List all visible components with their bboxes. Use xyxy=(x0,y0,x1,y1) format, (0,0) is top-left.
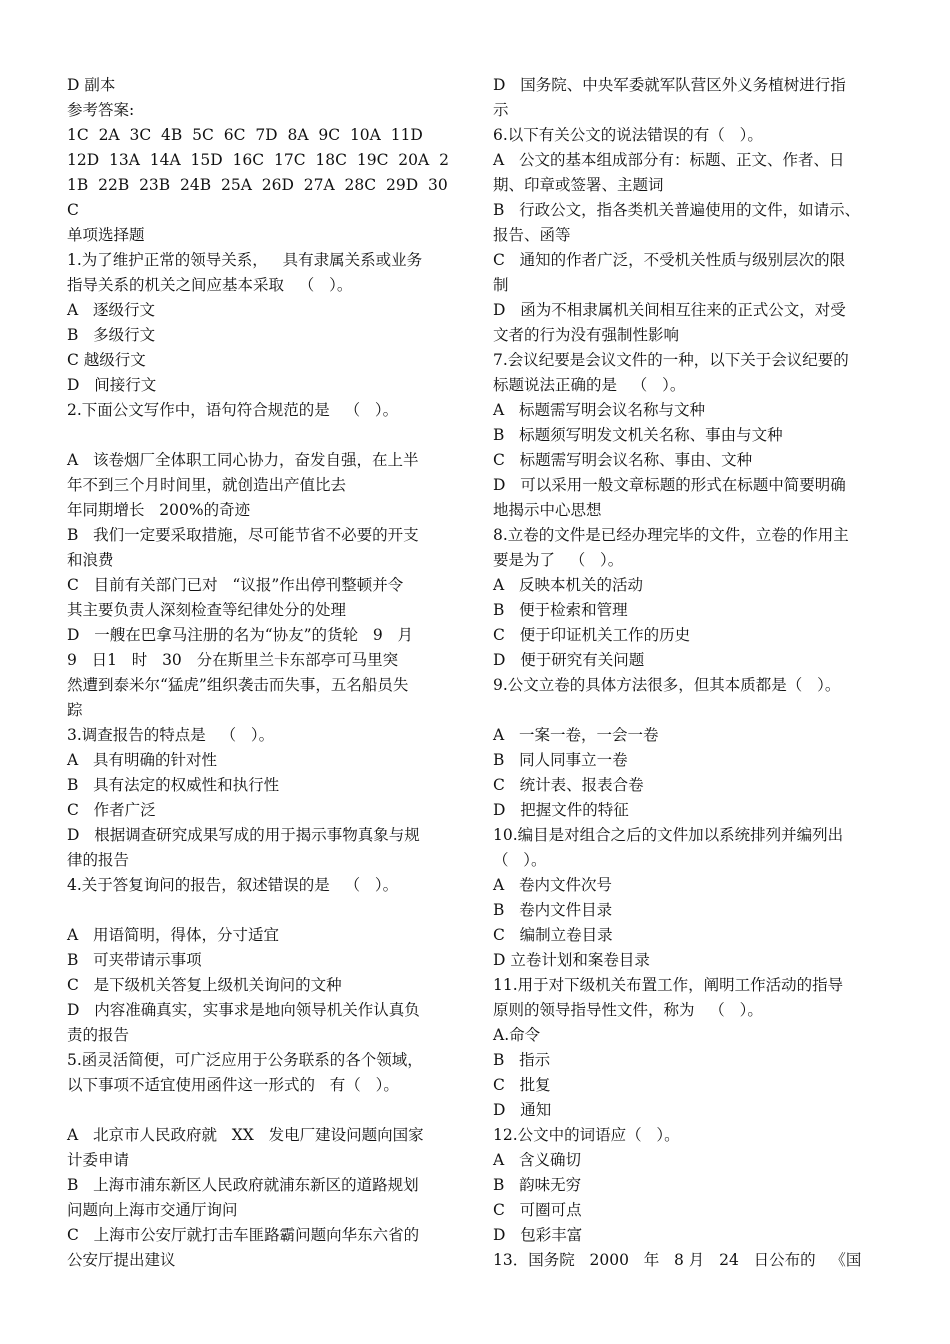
text-line: 2.下面公文写作中，语句符合规范的是 （ ）。 xyxy=(67,401,399,419)
text-line: B 行政公文，指各类机关普遍使用的文件，如请示、 xyxy=(493,201,861,219)
text-line: B 具有法定的权威性和执行性 xyxy=(67,776,280,794)
text-line: 标题说法正确的是 （ ）。 xyxy=(493,376,686,394)
text-line: B 标题须写明发文机关名称、事由与文种 xyxy=(493,426,783,444)
text-line: 公安厅提出建议 xyxy=(67,1251,176,1269)
text-line: A 公文的基本组成部分有：标题、正文、作者、日 xyxy=(493,151,845,169)
right-column xyxy=(493,73,898,1273)
text-line: 以下事项不适宜使用函件这一形式的 有（ ）。 xyxy=(67,1076,399,1094)
text-line: 律的报告 xyxy=(67,851,130,869)
text-line: A 含义确切 xyxy=(493,1151,581,1169)
text-line: C 标题需写明会议名称、事由、文种 xyxy=(493,451,753,469)
text-line xyxy=(67,423,467,448)
text-line: D 副本 xyxy=(67,76,116,94)
text-line: D 函为不相隶属机关间相互往来的正式公文，对受 xyxy=(493,301,846,319)
text-line: 问题向上海市交通厅询问 xyxy=(67,1201,238,1219)
left-column xyxy=(67,73,467,1273)
text-line: C 通知的作者广泛，不受机关性质与级别层次的限 xyxy=(493,251,846,269)
text-line: D 国务院、中央军委就军队营区外义务植树进行指 xyxy=(493,76,846,94)
text-line: 13．国务院 2000 年 8 月 24 日公布的 《国 xyxy=(493,1251,862,1269)
text-line: D 一艘在巴拿马注册的名为“协友”的货轮 9 月 xyxy=(67,626,413,644)
text-line: C 统计表、报表合卷 xyxy=(493,776,644,794)
text-line: 7.会议纪要是会议文件的一种，以下关于会议纪要的 xyxy=(493,351,849,369)
text-line: D 便于研究有关问题 xyxy=(493,651,645,669)
text-line: 4.关于答复询问的报告，叙述错误的是 （ ）。 xyxy=(67,876,399,894)
text-line: 12D 13A 14A 15D 16C 17C 18C 19C 20A 2 xyxy=(67,151,449,169)
text-line: C 便于印证机关工作的历史 xyxy=(493,626,691,644)
text-line: 1.为了维护正常的领导关系， 具有隶属关系或业务 xyxy=(67,251,423,269)
text-line: D 内容准确真实，实事求是地向领导机关作认真负 xyxy=(67,1001,420,1019)
text-line: 示 xyxy=(493,101,509,119)
text-line xyxy=(67,898,467,923)
text-line: D 间接行文 xyxy=(67,376,157,394)
text-line: 3.调查报告的特点是 （ ）。 xyxy=(67,726,275,744)
text-line: D 可以采用一般文章标题的形式在标题中简要明确 xyxy=(493,476,846,494)
text-line: A 一案一卷，一会一卷 xyxy=(493,726,659,744)
text-line xyxy=(493,698,898,723)
text-line: D 根据调查研究成果写成的用于揭示事物真象与规 xyxy=(67,826,420,844)
text-line: B 同人同事立一卷 xyxy=(493,751,628,769)
text-line: B 卷内文件目录 xyxy=(493,901,613,919)
text-line: C 作者广泛 xyxy=(67,801,156,819)
text-line: 其主要负责人深刻检查等纪律处分的处理 xyxy=(67,601,347,619)
text-line: 和浪费 xyxy=(67,551,114,569)
text-line: B 可夹带请示事项 xyxy=(67,951,202,969)
text-line: 文者的行为没有强制性影响 xyxy=(493,326,680,344)
text-line: D 包彩丰富 xyxy=(493,1226,583,1244)
text-line: 期、印章或签署、主题词 xyxy=(493,176,664,194)
text-line: 指导关系的机关之间应基本采取 （ ）。 xyxy=(67,276,353,294)
text-line: A.命令 xyxy=(493,1026,541,1044)
text-line: B 便于检索和管理 xyxy=(493,601,628,619)
text-line: 地揭示中心思想 xyxy=(493,501,602,519)
text-line: A 具有明确的针对性 xyxy=(67,751,217,769)
text-line: C 越级行文 xyxy=(67,351,146,369)
text-line: B 上海市浦东新区人民政府就浦东新区的道路规划 xyxy=(67,1176,419,1194)
text-line: （ ）。 xyxy=(493,851,547,869)
text-line: C xyxy=(67,201,79,219)
text-line: 1B 22B 23B 24B 25A 26D 27A 28C 29D 30 xyxy=(67,176,448,194)
text-line: 计委申请 xyxy=(67,1151,130,1169)
text-line: 年同期增长 200%的奇迹 xyxy=(67,501,251,519)
text-line: C 批复 xyxy=(493,1076,551,1094)
text-line: B 指示 xyxy=(493,1051,551,1069)
text-line: 制 xyxy=(493,276,509,294)
text-line: C 目前有关部门已对 “议报”作出停刊整顿并令 xyxy=(67,576,404,594)
text-line: 然遭到泰米尔“猛虎”组织袭击而失事，五名船员失 xyxy=(67,676,409,694)
text-line: C 编制立卷目录 xyxy=(493,926,613,944)
text-line: A 反映本机关的活动 xyxy=(493,576,643,594)
text-line: A 卷内文件次号 xyxy=(493,876,612,894)
text-line: 1C 2A 3C 4B 5C 6C 7D 8A 9C 10A 11D xyxy=(67,126,423,144)
text-line: C 是下级机关答复上级机关询问的文种 xyxy=(67,976,342,994)
text-line: 8.立卷的文件是已经办理完毕的文件，立卷的作用主 xyxy=(493,526,849,544)
text-line: B 我们一定要采取措施，尽可能节省不必要的开支 xyxy=(67,526,419,544)
text-line: A 该卷烟厂全体职工同心协力，奋发自强，在上半 xyxy=(67,451,419,469)
text-line: B 韵味无穷 xyxy=(493,1176,582,1194)
text-line: 9 日1 时 30 分在斯里兰卡东部亭可马里突 xyxy=(67,651,399,669)
text-line: A 逐级行文 xyxy=(67,301,155,319)
text-line: 原则的领导指导性文件，称为 （ ）。 xyxy=(493,1001,763,1019)
text-line: A 用语简明，得体，分寸适宜 xyxy=(67,926,279,944)
text-line: 10.编目是对组合之后的文件加以系统排列并编列出 xyxy=(493,826,844,844)
text-line: 11.用于对下级机关布置工作，阐明工作活动的指导 xyxy=(493,976,844,994)
text-line: D 立卷计划和案卷目录 xyxy=(493,951,650,969)
text-line: C 可圈可点 xyxy=(493,1201,582,1219)
text-line: 踪 xyxy=(67,701,83,719)
text-line: A 北京市人民政府就 XX 发电厂建设问题向国家 xyxy=(67,1126,424,1144)
text-line xyxy=(67,1098,467,1123)
text-line: 5.函灵活简便，可广泛应用于公务联系的各个领域， xyxy=(67,1051,423,1069)
text-line: C 上海市公安厅就打击车匪路霸问题向华东六省的 xyxy=(67,1226,420,1244)
text-line: B 多级行文 xyxy=(67,326,156,344)
text-line: D 通知 xyxy=(493,1101,552,1119)
text-line: D 把握文件的特征 xyxy=(493,801,629,819)
text-line: 9.公文立卷的具体方法很多，但其本质都是（ ）。 xyxy=(493,676,841,694)
text-line: 6.以下有关公文的说法错误的有（ ）。 xyxy=(493,126,763,144)
text-line: 参考答案: xyxy=(67,101,135,119)
text-line: 年不到三个月时间里，就创造出产值比去 xyxy=(67,476,347,494)
text-line: A 标题需写明会议名称与文种 xyxy=(493,401,705,419)
text-line: 报告、函等 xyxy=(493,226,571,244)
text-line: 单项选择题 xyxy=(67,226,145,244)
text-line: 要是为了 （ ）。 xyxy=(493,551,624,569)
text-line: 责的报告 xyxy=(67,1026,130,1044)
text-line: 12.公文中的词语应（ ）。 xyxy=(493,1126,680,1144)
